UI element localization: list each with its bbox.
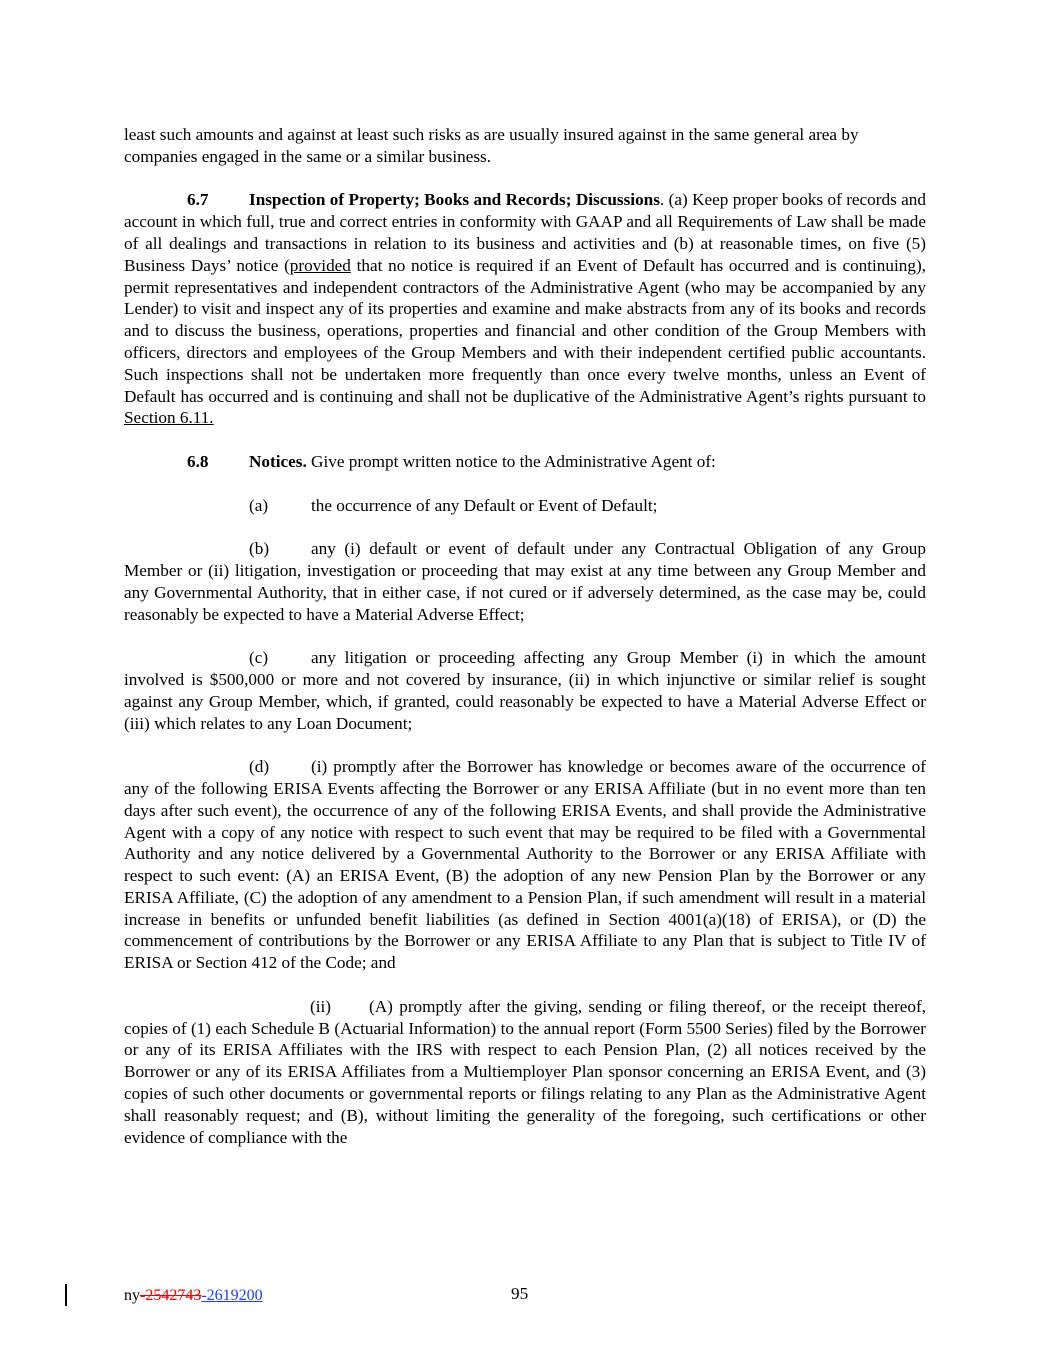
clause-d	[124, 756, 926, 974]
document-id-inserted: -2619200	[201, 1287, 263, 1304]
clause-label: (b)	[249, 539, 270, 559]
clause-d-ii	[124, 996, 926, 1149]
document-page	[124, 124, 926, 1170]
page-footer	[0, 1284, 1055, 1314]
section-heading: Inspection of Property; Books and Records; Discussions	[249, 190, 660, 210]
section-reference: Section 6.11.	[124, 408, 214, 428]
clause-b	[124, 538, 926, 625]
document-id-deleted: -2542743	[140, 1287, 202, 1304]
clause-text: (i) promptly after the Borrower has knowledge or becomes aware of the occurrence of any of the following ERISA Events affecting the Borrower or any ERISA Affiliate (but in no event more than ten days after such event), the occurrence of any of the following ERISA Events, and shall provide the Administrative Agent with a copy of any notice with respect to such event that may be required to be filed with a Governmental Authority and any notice delivered by a Governmental Authority to the Borrower or any ERISA Affiliate with respect to such event: (A) an ERISA Event, (B) the adoption of any new Pension Plan by the Borrower or any ERISA Affiliate, (C) the adoption of any amendment to a Pension Plan, if such amendment will result in a material increase in benefits or unfunded benefit liabilities (as defined in Section 4001(a)(18) of ERISA), or (D) the commencement of contributions by the Borrower or any ERISA Affiliate to any Plan that is subject to Title IV of ERISA or Section 412 of the Code; and	[124, 757, 926, 973]
clause-text: any litigation or proceeding affecting any Group Member (i) in which the amount involved is $500,000 or more and not covered by insurance, (ii) in which injunctive or similar relief is sought against any Group Member, which, if granted, could reasonably be expected to have a Material Adverse Effect or (iii) which relates to any Loan Document;	[124, 648, 926, 733]
clause-a	[124, 495, 926, 517]
clause-label: (c)	[249, 648, 269, 668]
clause-label: (ii)	[310, 996, 331, 1016]
section-text: that no notice is required if an Event of Default has occurred and is continuing), permit representatives and independent contractors of the Administrative Agent (who may be accompanied by any Lender) to visit and inspect any of its properties and examine and make abstracts from any of its books and records and to discuss the business, operations, properties and financial and other condition of the Group Members with officers, directors and employees of the Group Members and with their independent certified public accountants. Such inspections shall not be undertaken more frequently than once every twelve months, unless an Event of Default has occurred and is continuing and shall not be duplicative of the Administrative Agent’s rights pursuant to	[124, 255, 926, 406]
section-heading: Notices.	[249, 451, 307, 471]
clause-text: the occurrence of any Default or Event of Default;	[311, 495, 658, 515]
document-id	[124, 1287, 263, 1305]
clause-c	[124, 647, 926, 734]
document-id-prefix: ny	[124, 1287, 140, 1304]
provided-term: provided	[289, 255, 351, 275]
section-number: 6.7	[187, 190, 209, 210]
section-text: . (a) Keep proper books of records and account in which full, true and correct entries in conformity with GAAP and all Requirements of Law shall be made of all dealings and transactions in relation to its business and activities and (b) at reasonable times, on five (5) Business Days’ notice (	[124, 190, 926, 275]
section-text: Give prompt written notice to the Administrative Agent of:	[306, 451, 716, 471]
section-number: 6.8	[187, 451, 209, 471]
paragraph-continuation: least such amounts and against at least such risks as are usually insured against in the same general area by companies engaged in the same or a similar business.	[124, 125, 859, 166]
clause-label: (d)	[249, 757, 270, 777]
page-number: 95	[511, 1284, 529, 1303]
clause-text: any (i) default or event of default under any Contractual Obligation of any Group Member or (ii) litigation, investigation or proceeding that may exist at any time between any Group Member and any Governmental Authority, that in either case, if not cured or if adversely determined, as the case may be, could reasonably be expected to have a Material Adverse Effect;	[124, 539, 926, 624]
clause-text: (A) promptly after the giving, sending or filing thereof, or the receipt thereof, copies of (1) each Schedule B (Actuarial Information) to the annual report (Form 5500 Series) filed by the Borrower or any of its ERISA Affiliates with the IRS with respect to each Pension Plan, (2) all notices received by the Borrower or any of its ERISA Affiliates from a Multiemployer Plan sponsor concerning an ERISA Event, and (3) copies of such other documents or governmental reports or filings relating to any Plan as the Administrative Agent shall reasonably request; and (B), without limiting the generality of the foregoing, such certifications or other evidence of compliance with the	[124, 996, 926, 1147]
section-6-7	[124, 189, 926, 429]
change-bar	[65, 1284, 67, 1306]
clause-label: (a)	[249, 495, 269, 515]
section-6-8	[124, 451, 926, 473]
